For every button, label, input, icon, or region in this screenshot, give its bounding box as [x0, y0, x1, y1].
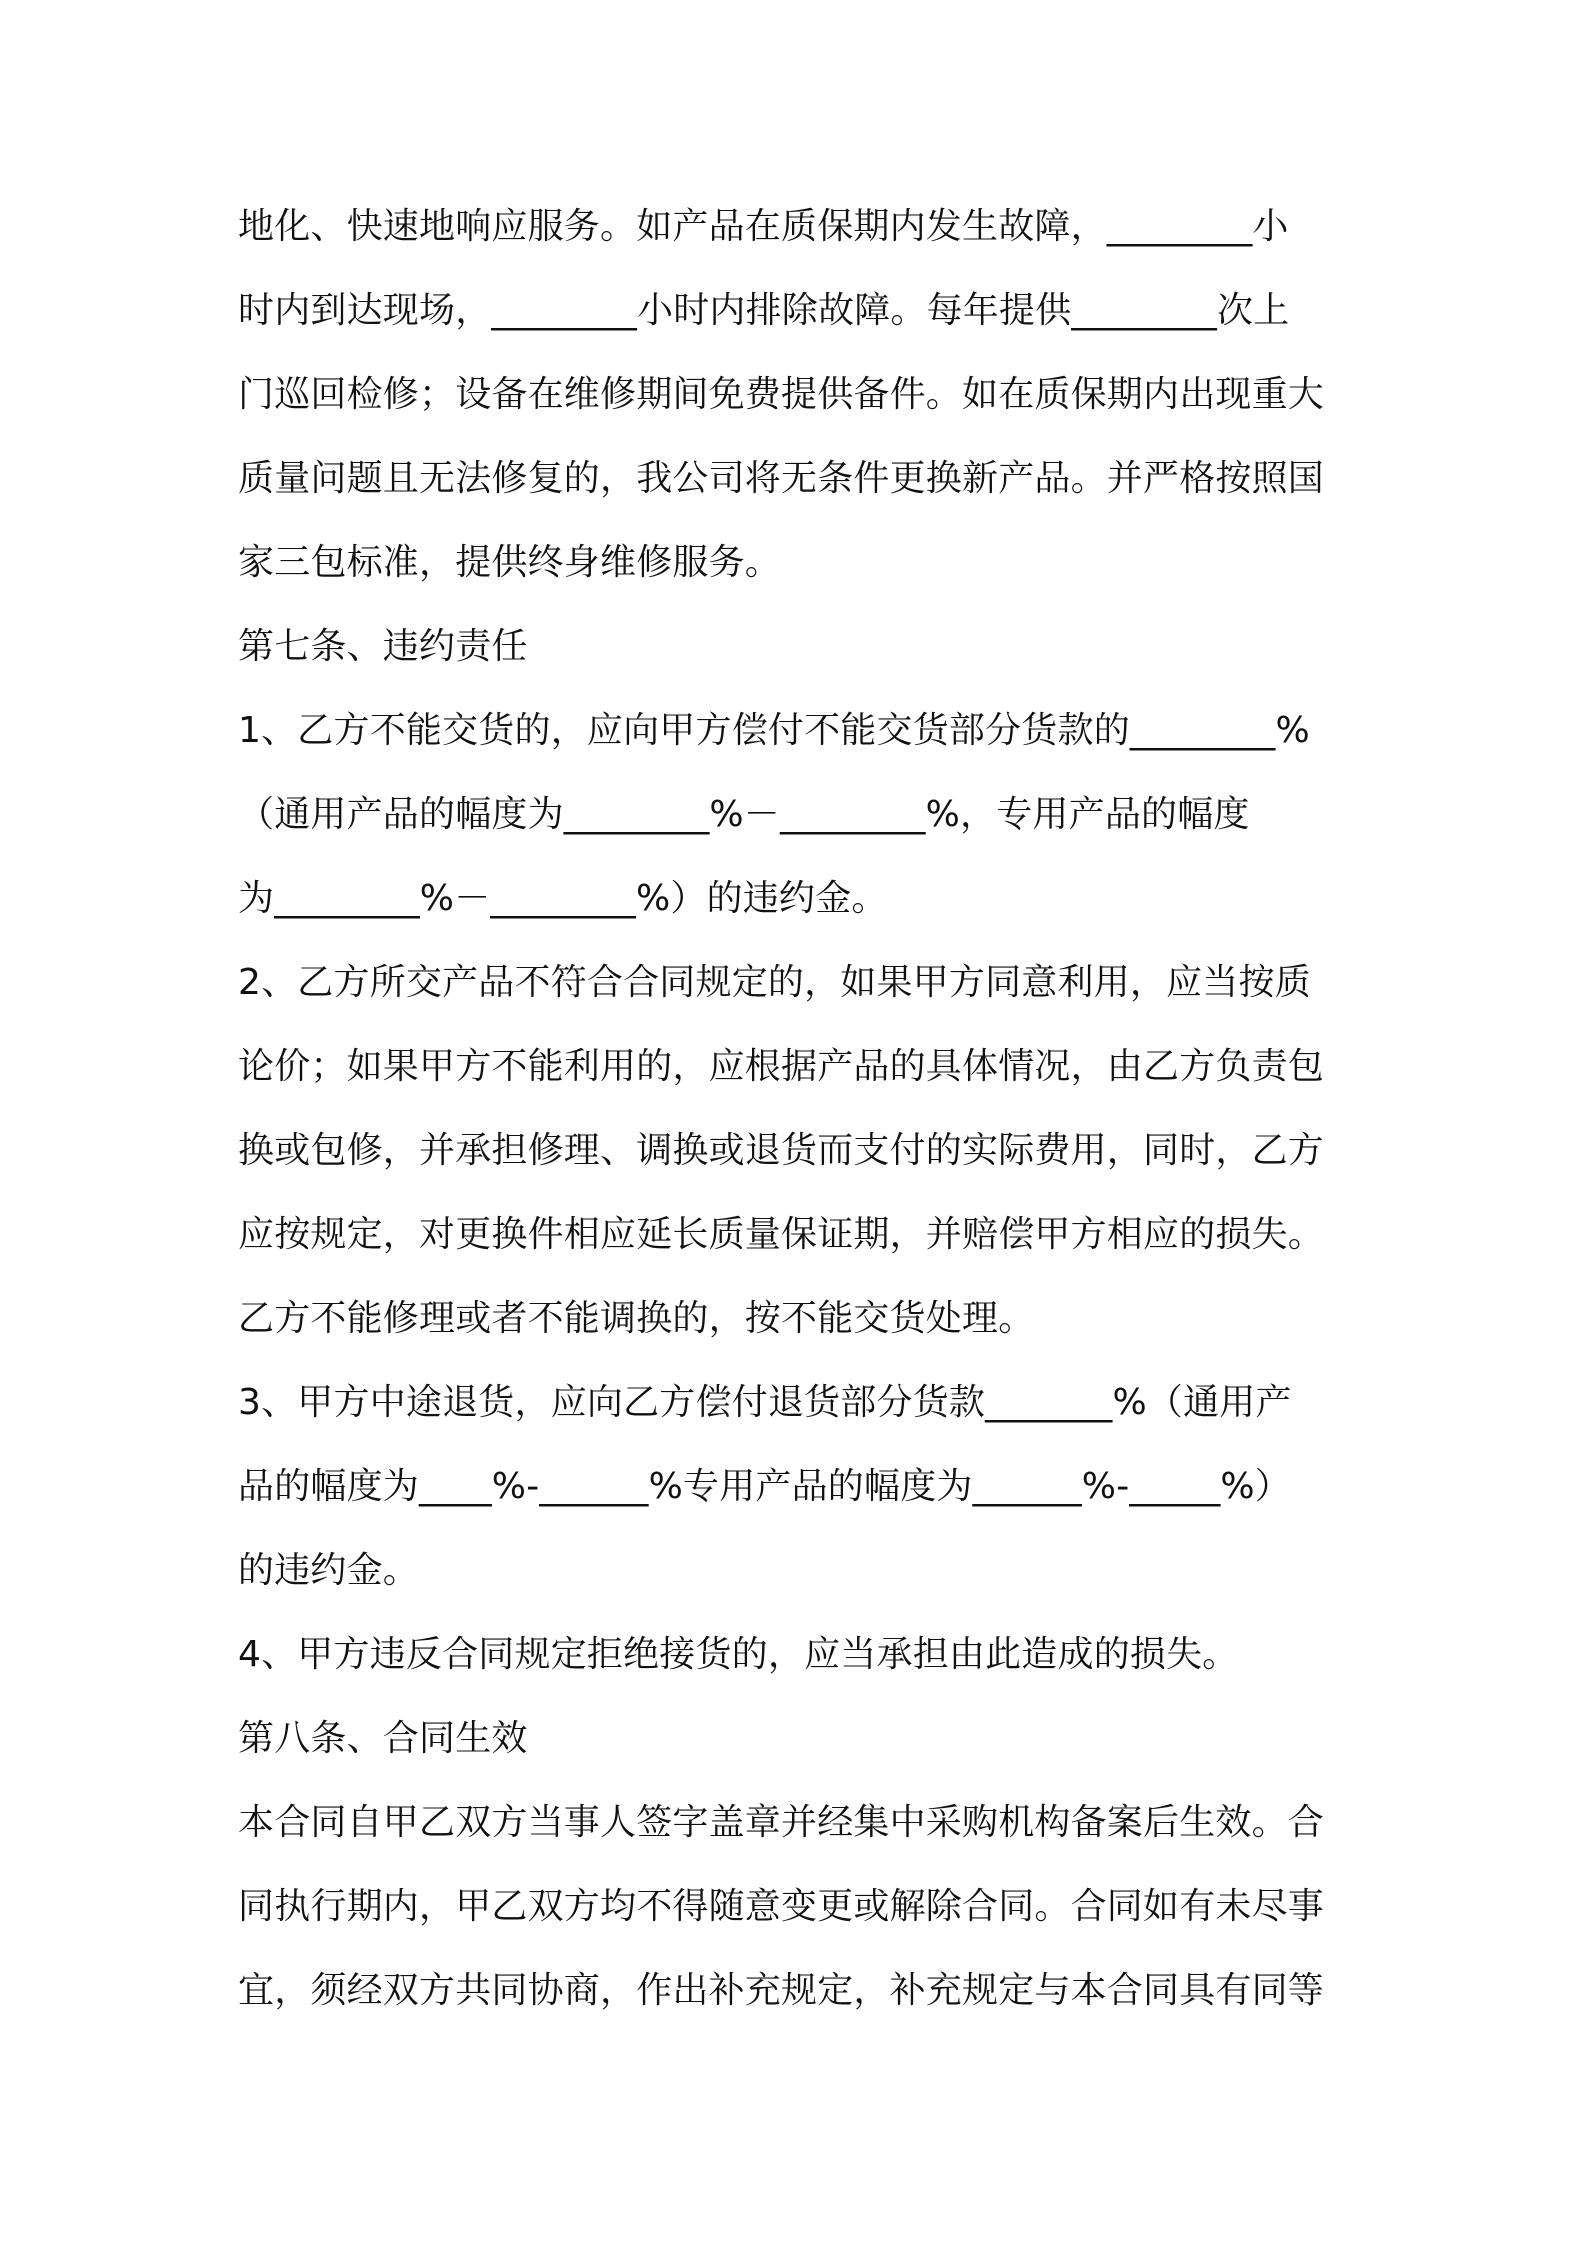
clause-line: （通用产品的幅度为________%－________%，专用产品的幅度 — [238, 794, 1250, 835]
paragraph-line: 本合同自甲乙双方当事人签字盖章并经集中采购机构备案后生效。合 — [238, 1802, 1325, 1843]
clause-line: 为________%－________%）的违约金。 — [238, 878, 888, 919]
clause-line: 应按规定，对更换件相应延长质量保证期，并赔偿甲方相应的损失。 — [238, 1214, 1325, 1255]
paragraph-line: 同执行期内，甲乙双方均不得随意变更或解除合同。合同如有未尽事 — [238, 1886, 1325, 1927]
clause-line: 的违约金。 — [238, 1550, 420, 1591]
clause-line: 品的幅度为____%-______%专用产品的幅度为______%-_____%） — [238, 1466, 1292, 1507]
section-heading-article-8: 第八条、合同生效 — [238, 1718, 528, 1759]
document-page — [238, 185, 1362, 2033]
clause-line: 论价；如果甲方不能利用的，应根据产品的具体情况，由乙方负责包 — [238, 1046, 1325, 1087]
clause-line: 1、乙方不能交货的，应向甲方偿付不能交货部分货款的________% — [238, 710, 1310, 751]
clause-line: 乙方不能修理或者不能调换的，按不能交货处理。 — [238, 1298, 1035, 1339]
paragraph-line: 质量问题且无法修复的，我公司将无条件更换新产品。并严格按照国 — [238, 458, 1325, 499]
paragraph-line: 宜，须经双方共同协商，作出补充规定，补充规定与本合同具有同等 — [238, 1970, 1325, 2011]
clause-line: 4、甲方违反合同规定拒绝接货的，应当承担由此造成的损失。 — [238, 1634, 1239, 1675]
section-heading-article-7: 第七条、违约责任 — [238, 626, 528, 667]
paragraph-line: 时内到达现场，________小时内排除故障。每年提供________次上 — [238, 290, 1290, 331]
paragraph-line: 地化、快速地响应服务。如产品在质保期内发生故障，________小 — [238, 206, 1289, 247]
paragraph-line: 门巡回检修；设备在维修期间免费提供备件。如在质保期内出现重大 — [238, 374, 1325, 415]
clause-line: 换或包修，并承担修理、调换或退货而支付的实际费用，同时，乙方 — [238, 1130, 1325, 1171]
clause-line: 3、甲方中途退货，应向乙方偿付退货部分货款_______%（通用产 — [238, 1382, 1292, 1423]
clause-line: 2、乙方所交产品不符合合同规定的，如果甲方同意利用，应当按质 — [238, 962, 1311, 1003]
paragraph-line: 家三包标准，提供终身维修服务。 — [238, 542, 782, 583]
